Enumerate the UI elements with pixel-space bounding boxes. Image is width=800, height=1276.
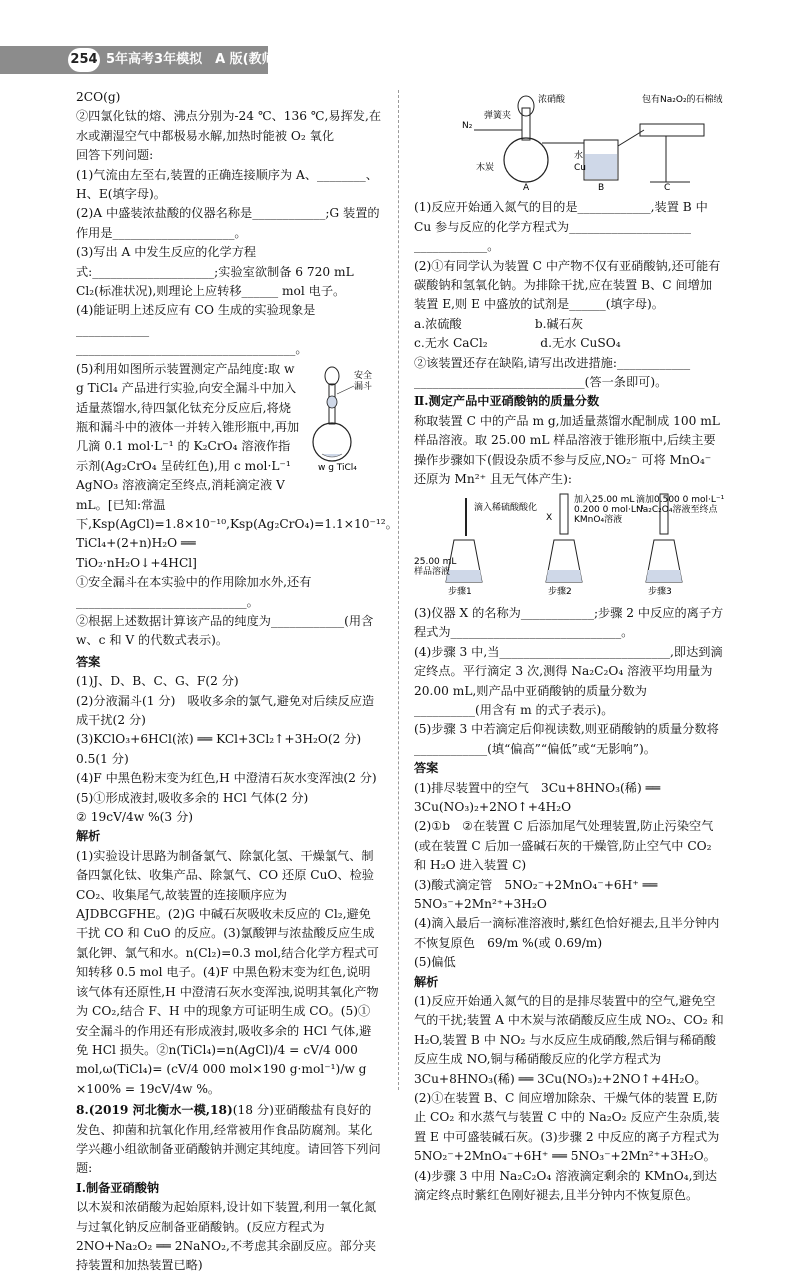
question-8-text: (18 分)亚硝酸盐有良好的发色、抑菌和抗氧化作用,经常被用作食品防腐剂。某化学兴趣小组欲制备亚硝酸钠并测定其纯度。请回答下列问题: xyxy=(76,1103,381,1176)
label-sample: 样品溶液 xyxy=(414,566,451,577)
titration-steps-diagram xyxy=(414,490,724,598)
label-cu: Cu xyxy=(574,163,586,173)
label-water: 水 xyxy=(574,151,584,161)
answer-label-right: 答案 xyxy=(414,761,439,776)
answer-line: (5)偏低 xyxy=(414,955,456,970)
answer-line: (1)排尽装置中的空气 3Cu+8HNO₃(稀) ══ 3Cu(NO₃)₂+2NO↑+4H₂O xyxy=(414,780,665,814)
label-x: X xyxy=(546,512,553,523)
label-n2: N₂ xyxy=(462,121,473,131)
svg-text:安全: 安全 xyxy=(354,370,373,381)
section-heading-2: Ⅱ.测定产品中亚硝酸钠的质量分数 xyxy=(414,394,600,409)
analysis-label-line xyxy=(76,827,382,846)
answer-line: (4)滴入最后一滴标准溶液时,紫红色恰好褪去,且半分钟内不恢复原色 69/m %(或 0.69/m) xyxy=(414,916,720,950)
analysis-text: (1)实验设计思路为制备氯气、除氯化氢、干燥氯气、制备四氯化钛、收集产品、除氯气、CO 还原 CuO、检验 CO₂、收集尾气,故装置的连接顺序应为 AJDBCGFHE。(2)G 中碱石灰吸收未反应的 Cl₂,避免干扰 CO 和 CuO 的反应。(3)氯酸钾与浓盐酸反应生成氯化钾、氯气和水。n(Cl₂)=0.3 mol,结合化学方程式可知转移 0.5 mol 电子。(4)F 中黑色粉末变为红色,说明该气体有还原性,H 中澄清石灰水变浑浊,说明其氧化产物为 CO₂,结合 F、H 中的现象方可证明生成 CO。(5)①安全漏斗的作用还有形成液封,吸收多余的 HCl 气体,避免 HCl 损失。②n(TiCl₄)=n(AgCl)/4 = cV/4 000 mol,ω(TiCl₄)= (cV/4 000 mol×190 g·mol⁻¹)/w g ×100% = 19cV/4w %。 xyxy=(76,848,379,1096)
question-r2-2-blank: ____________________________(答一条即可)。 xyxy=(414,375,668,390)
answer-block xyxy=(76,653,382,672)
text-line: 回答下列问题: xyxy=(76,148,154,163)
analysis-label-right: 解析 xyxy=(414,974,439,989)
question-4-blank: ____________________________________。 xyxy=(76,342,308,357)
question-r2: (2)①有同学认为装置 C 中产物不仅有亚硝酸钠,还可能有碳酸钠和氢氧化钠。为排除干扰,应在装置 B、C 间增加装置 E,则 E 中盛放的试剂是______(填字母)。 xyxy=(414,258,721,312)
step2-label: 步骤2 xyxy=(548,586,572,597)
answer-block-right xyxy=(414,759,724,778)
answer-line: (1)J、D、B、C、G、F(2 分) xyxy=(76,674,239,689)
answer-line: (5)①形成液封,吸收多余的 HCl 气体(2 分) xyxy=(76,790,309,805)
question-5-1: ①安全漏斗在本实验中的作用除加水外,还有____________________________。 xyxy=(76,575,312,609)
section-heading: Ⅰ.制备亚硝酸钠 xyxy=(76,1180,160,1195)
answer-line: (3)KClO₃+6HCl(浓) ══ KCl+3Cl₂↑+3H₂O(2 分) xyxy=(76,732,362,747)
answer-line: (4)F 中黑色粉末变为红色,H 中澄清石灰水变浑浊(2 分) xyxy=(76,771,377,786)
label-volume: 25.00 mL xyxy=(414,556,457,567)
question-r5: (5)步骤 3 中若滴定后仰视读数,则亚硝酸钠的质量分数将____________(填“偏高”“偏低”或“无影响”)。 xyxy=(414,722,719,756)
analysis-text-right: (1)反应开始通入氮气的目的是排尽装置中的空气,避免空气的干扰;装置 A 中木炭与浓硝酸反应生成 NO₂、CO₂ 和 H₂O,装置 B 中 NO₂ 与水反应生成硝酸,然后铜与稀硝酸反应生成 NO,铜与稀硝酸反应的化学方程式为 3Cu+8HNO₃(稀) ══ 3Cu(NO₃)₂+2NO↑+4H₂O。(2)①在装置 B、C 间应增加除杂、干燥气体的装置 E,防止 CO₂ 和水蒸气与装置 C 中的 Na₂O₂ 反应产生杂质,装置 E 中可盛装碱石灰。(3)步骤 2 中反应的离子方程式为 5NO₂⁻+2MnO₄⁻+6H⁺ ══ 5NO₃⁻+2Mn²⁺+3H₂O。(4)步骤 3 中用 Na₂C₂O₄ 溶液滴定剩余的 KMnO₄,到达滴定终点时紫红色刚好褪去,且半分钟内不恢复原色。 xyxy=(414,994,728,1203)
label-b: B xyxy=(598,183,605,192)
label-drip: 滴加0.500 0 mol·L⁻¹ xyxy=(636,494,724,505)
page-header xyxy=(0,0,800,78)
question-2: (2)A 中盛装浓盐酸的仪器名称是____________;G 装置的作用是____________________。 xyxy=(76,206,380,240)
label-na2c2o4: Na₂C₂O₄溶液至终点 xyxy=(636,504,718,515)
answer-line: (2)①b ②在装置 C 后添加尾气处理装置,防止污染空气(或在装置 C 后加一盛碱石灰的干燥管,防止空气中 CO₂ 和 H₂O 进入装置 C) xyxy=(414,819,716,873)
svg-text:w g TiCl₄: w g TiCl₄ xyxy=(318,462,357,472)
label-clip: 弹簧夹 xyxy=(484,111,512,121)
left-column xyxy=(76,88,398,1276)
question-r1-blank: ____________。 xyxy=(414,239,500,254)
answer-line: ② 19cV/4w %(3 分) xyxy=(76,810,194,825)
option-cd: c.无水 CaCl₂ d.无水 CuSO₄ xyxy=(414,336,621,351)
question-8-source: 8.(2019 河北衡水一模,18) xyxy=(76,1103,233,1118)
label-conc: 0.200 0 mol·L⁻¹ xyxy=(574,504,645,515)
answer-line: (2)分液漏斗(1 分) 吸收多余的氯气,避免对后续反应造成干扰(2 分) xyxy=(76,693,375,727)
section-text: 以木炭和浓硝酸为起始原料,设计如下装置,利用一氧化氮与过氧化钠反应制备亚硝酸钠。(反应方程式为 2NO+Na₂O₂ ══ 2NaNO₂,不考虑其余副反应。部分夹持装置和加热装置已略) xyxy=(76,1200,377,1273)
option-ab: a.浓硫酸 b.碱石灰 xyxy=(414,316,584,331)
question-8-line xyxy=(76,1101,382,1179)
right-column xyxy=(414,88,728,1206)
svg-text:漏斗: 漏斗 xyxy=(354,381,373,392)
book-title: 5年高考3年模拟 A 版(教师用书) xyxy=(106,52,307,67)
question-1: (1)气流由左至右,装置的正确连接顺序为 A、________、H、E(填字母)。 xyxy=(76,167,378,202)
question-r4: (4)步骤 3 中,当____________________________,即达到滴定终点。平行滴定 3 次,测得 Na₂C₂O₄ 溶液平均用量为 20.00 mL,则产品中亚硝酸钠的质量分数为__________(用含有 m 的式子表示)。 xyxy=(414,644,723,717)
question-r3: (3)仪器 X 的名称为____________;步骤 2 中反应的离子方程式为____________________________。 xyxy=(414,605,724,640)
question-5-2: ②根据上述数据计算该产品的纯度为____________(用含 w、c 和 V 的代数式表示)。 xyxy=(76,613,378,648)
label-a: A xyxy=(523,183,530,192)
label-c: C xyxy=(664,183,671,192)
label-acid: 浓硝酸 xyxy=(538,95,566,105)
question-r1: (1)反应开始通入氮气的目的是____________,装置 B 中 Cu 参与反应的化学方程式为____________________ xyxy=(414,200,712,234)
label-carbon: 木炭 xyxy=(476,163,495,173)
text-line: 2CO(g) xyxy=(76,90,121,104)
section-2-text: 称取装置 C 中的产品 m g,加适量蒸馏水配制成 100 mL 样品溶液。取 25.00 mL 样品溶液于锥形瓶中,后续主要操作步骤如下(假设杂质不参与反应,NO₂⁻ 可将 MnO₄⁻ 还原为 Mn²⁺ 且无气体产生): xyxy=(414,413,724,487)
apparatus-diagram xyxy=(414,88,724,192)
page-number: 254 xyxy=(68,48,100,72)
step1-label: 步骤1 xyxy=(448,586,472,597)
label-step1: 滴入稀硫酸酸化 xyxy=(474,502,538,513)
question-4: (4)能证明上述反应有 CO 生成的实验现象是____________ xyxy=(76,303,316,337)
label-kmno4: KMnO₄溶液 xyxy=(574,514,623,525)
question-5: (5)利用如图所示装置测定产品纯度:取 w g TiCl₄ 产品进行实验,向安全漏斗中加入适量蒸馏水,待四氯化钛充分反应后,将烧瓶和漏斗中的液体一并转入锥形瓶中,再加几滴 0.1 mol·L⁻¹ 的 K₂CrO₄ 溶液作指示剂(Ag₂CrO₄ 呈砖红色),用 c mol·L⁻¹ AgNO₃ 溶液滴定至终点,消耗滴定液 V mL。[已知:常温下,Ksp(AgCl)=1.8×10⁻¹⁰,Ksp(Ag₂CrO₄)=1.1×10⁻¹²。TiCl₄+(2+n)H₂O ══ TiO₂·nH₂O↓+4HCl] xyxy=(76,361,398,570)
question-r2-2: ②该装置还存在缺陷,请写出改进措施:____________ xyxy=(414,355,691,370)
question-3: (3)写出 A 中发生反应的化学方程式:____________________;实验室欲制备 6 720 mL Cl₂(标准状况),则理论上应转移______ mol 电子。 xyxy=(76,245,358,299)
safety-funnel-flask-diagram xyxy=(310,364,386,472)
analysis-label-line-right xyxy=(414,973,724,992)
column-divider xyxy=(398,90,399,1090)
label-add: 加入25.00 mL xyxy=(574,494,635,505)
analysis-label: 解析 xyxy=(76,829,101,844)
label-na2o2: 包有Na₂O₂的石棉绒 xyxy=(642,95,723,105)
answer-label: 答案 xyxy=(76,654,101,669)
step3-label: 步骤3 xyxy=(648,586,672,597)
question-5-block xyxy=(76,360,398,573)
answer-line: 0.5(1 分) xyxy=(76,751,129,766)
text-line: ②四氯化钛的熔、沸点分别为-24 ℃、136 ℃,易挥发,在水或潮湿空气中都极易水解,加热时能被 O₂ 氧化 xyxy=(76,109,382,143)
answer-line: (3)酸式滴定管 5NO₂⁻+2MnO₄⁻+6H⁺ ══ 5NO₃⁻+2Mn²⁺+3H₂O xyxy=(414,877,662,911)
